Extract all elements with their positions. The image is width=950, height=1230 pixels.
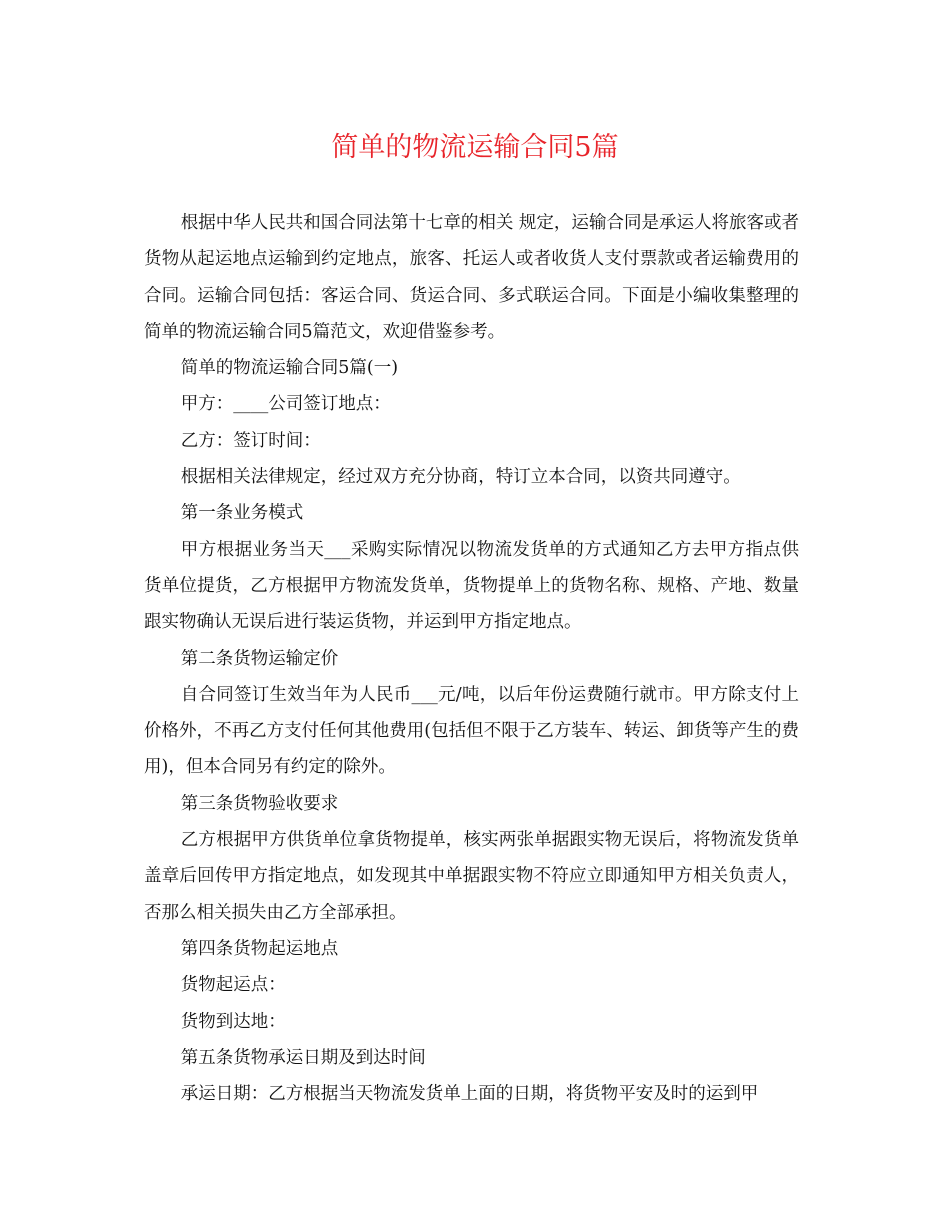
article-2-heading: 第二条货物运输定价 (180, 648, 339, 669)
paragraph-party-a: 甲方：____公司签订地点： (180, 394, 391, 415)
paragraph-party-b: 乙方：签订时间： (180, 430, 321, 451)
article-4-origin: 货物起运点： (180, 975, 286, 996)
paragraph-intro: 根据中华人民共和国合同法第十七章的相关 规定，运输合同是承运人将旅客或者货物从起运地点运输到约定地点，旅客、托运人或者收货人支付票款或者运输费用的合同。运输合同包括：客运合同、货运合同、多式联运合同。下面是小编收集整理的简单的物流运输合同5篇范文，欢迎借鉴参考。 (144, 213, 799, 342)
article-5-body: 承运日期：乙方根据当天物流发货单上面的日期，将货物平安及时的运到甲 (180, 1084, 759, 1105)
article-1-heading: 第一条业务模式 (180, 503, 304, 524)
document-body (144, 205, 799, 1112)
article-1-body: 甲方根据业务当天___采购实际情况以物流发货单的方式通知乙方去甲方指点供货单位提货，乙方根据甲方物流发货单，货物提单上的货物名称、规格、产地、数量跟实物确认无误后进行装运货物，并运到甲方指定地点。 (144, 539, 799, 633)
paragraph-preamble: 根据相关法律规定，经过双方充分协商，特订立本合同，以资共同遵守。 (180, 467, 741, 488)
article-2-body: 自合同签订生效当年为人民币___元/吨，以后年份运费随行就市。甲方除支付上价格外，不再乙方支付任何其他费用(包括但不限于乙方装车、转运、卸货等产生的费用)，但本合同另有约定的除外。 (144, 684, 799, 778)
article-4-destination: 货物到达地： (180, 1011, 286, 1032)
document-title: 简单的物流运输合同5篇 (331, 132, 619, 163)
article-3-body: 乙方根据甲方供货单位拿货物提单，核实两张单据跟实物无误后，将物流发货单盖章后回传甲方指定地点，如发现其中单据跟实物不符应立即通知甲方相关负责人，否那么相关损失由乙方全部承担。 (144, 830, 799, 923)
article-5-heading: 第五条货物承运日期及到达时间 (180, 1047, 426, 1068)
article-4-heading: 第四条货物起运地点 (180, 938, 339, 959)
article-3-heading: 第三条货物验收要求 (180, 793, 339, 814)
paragraph-contract-heading: 简单的物流运输合同5篇(一) (180, 358, 399, 379)
